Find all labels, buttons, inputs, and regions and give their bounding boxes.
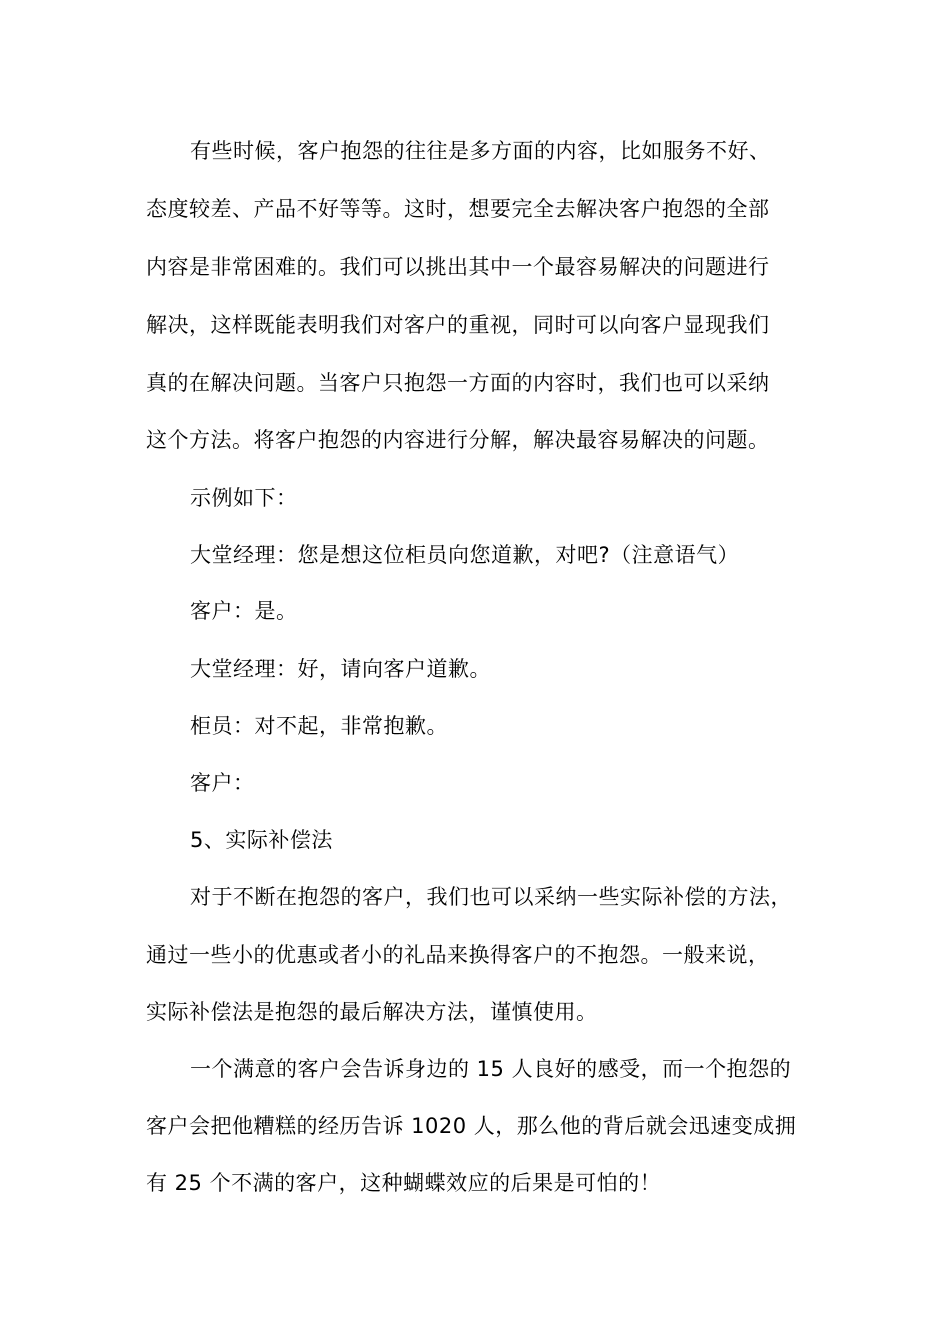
dialogue-line: 客户： [190, 771, 255, 795]
paragraph-line: 内容是非常困难的。我们可以挑出其中一个最容易解决的问题进行 [146, 255, 770, 279]
dialogue-line: 大堂经理：您是想这位柜员向您道歉，对吧?（注意语气） [190, 543, 740, 567]
paragraph-line: 这个方法。将客户抱怨的内容进行分解，解决最容易解决的问题。 [146, 428, 770, 452]
paragraph-line: 对于不断在抱怨的客户，我们也可以采纳一些实际补偿的方法， [190, 885, 792, 909]
dialogue-line: 客户：是。 [190, 599, 298, 623]
dialogue-line: 柜员：对不起，非常抱歉。 [190, 714, 448, 738]
example-heading: 示例如下： [190, 486, 298, 510]
dialogue-line: 大堂经理：好，请向客户道歉。 [190, 657, 491, 681]
paragraph-line: 客户会把他糟糕的经历告诉 1020 人，那么他的背后就会迅速变成拥 [146, 1114, 797, 1138]
paragraph-line: 有 25 个不满的客户，这种蝴蝶效应的后果是可怕的！ [146, 1171, 662, 1195]
paragraph-line: 通过一些小的优惠或者小的礼品来换得客户的不抱怨。一般来说， [146, 943, 770, 967]
paragraph-line: 真的在解决问题。当客户只抱怨一方面的内容时，我们也可以采纳 [146, 371, 770, 395]
paragraph-line: 解决，这样既能表明我们对客户的重视，同时可以向客户显现我们 [146, 313, 770, 337]
paragraph-line: 态度较差、产品不好等等。这时，想要完全去解决客户抱怨的全部 [146, 197, 770, 221]
section-heading: 5、实际补偿法 [190, 828, 333, 852]
paragraph-line: 实际补偿法是抱怨的最后解决方法，谨慎使用。 [146, 1000, 598, 1024]
paragraph-line: 有些时候，客户抱怨的往往是多方面的内容，比如服务不好、 [190, 139, 771, 163]
paragraph-line: 一个满意的客户会告诉身边的 15 人良好的感受，而一个抱怨的 [190, 1057, 792, 1081]
